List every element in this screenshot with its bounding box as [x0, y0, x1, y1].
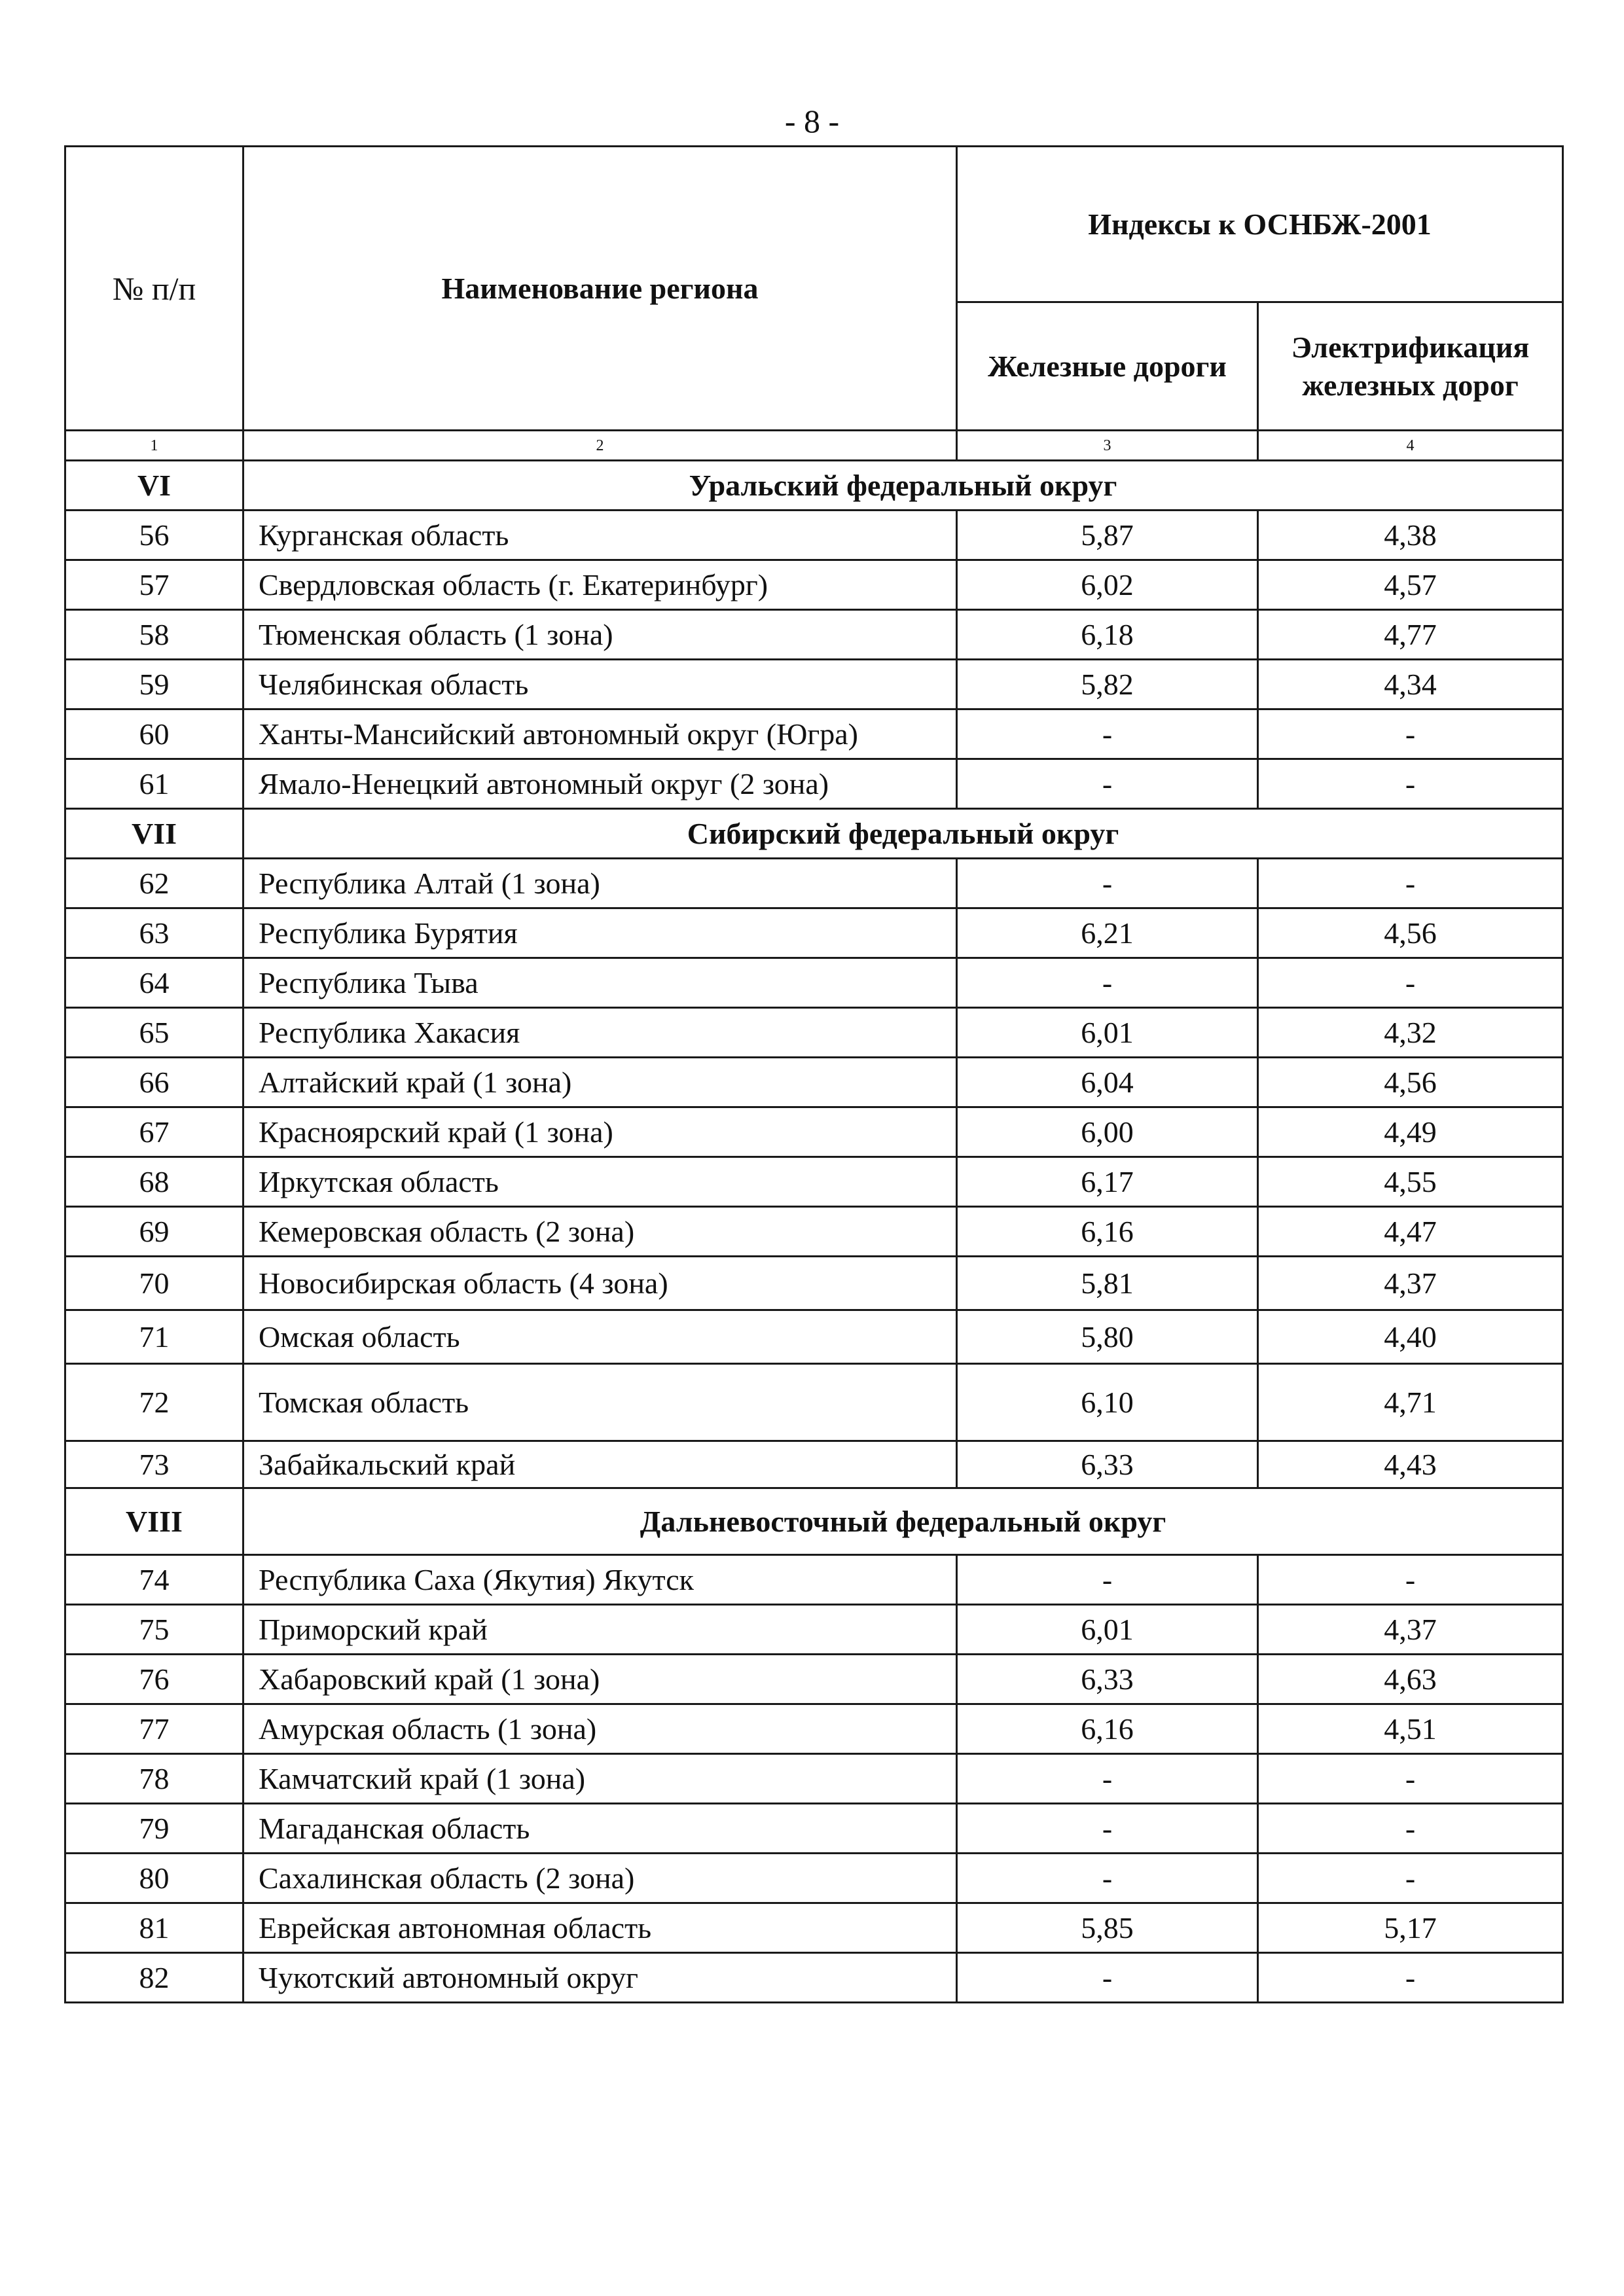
row-number: 65 [65, 1008, 244, 1058]
region-name: Челябинская область [244, 660, 957, 709]
row-number: 75 [65, 1605, 244, 1655]
column-numbers-row [65, 431, 1563, 461]
railway-index: - [957, 1754, 1258, 1804]
region-name: Приморский край [244, 1605, 957, 1655]
electrification-index: - [1258, 1555, 1563, 1605]
electrification-index: 4,55 [1258, 1157, 1563, 1207]
region-name: Курганская область [244, 511, 957, 560]
row-number: 58 [65, 610, 244, 660]
row-number: 56 [65, 511, 244, 560]
page-number: - 8 - [784, 103, 840, 139]
railway-index: 6,04 [957, 1058, 1258, 1107]
row-number: 60 [65, 709, 244, 759]
electrification-index: 4,56 [1258, 908, 1563, 958]
railway-index: 6,16 [957, 1704, 1258, 1754]
electrification-index: 4,71 [1258, 1364, 1563, 1441]
table-row [65, 1804, 1563, 1854]
header-index-group: Индексы к ОСНБЖ-2001 [957, 147, 1563, 302]
table-row [65, 1854, 1563, 1903]
table-row [65, 958, 1563, 1008]
railway-index: 5,81 [957, 1257, 1258, 1310]
electrification-index: 4,40 [1258, 1310, 1563, 1364]
electrification-index: 4,37 [1258, 1605, 1563, 1655]
row-number: 69 [65, 1207, 244, 1257]
row-number: 70 [65, 1257, 244, 1310]
district-title: Дальневосточный федеральный округ [244, 1488, 1563, 1555]
row-number: 74 [65, 1555, 244, 1605]
district-title: Сибирский федеральный округ [244, 809, 1563, 859]
table-row [65, 1555, 1563, 1605]
region-name: Иркутская область [244, 1157, 957, 1207]
table-row [65, 1310, 1563, 1364]
electrification-index: - [1258, 859, 1563, 908]
table-body [65, 461, 1563, 2003]
column-number: 1 [65, 431, 244, 461]
region-name: Забайкальский край [244, 1441, 957, 1488]
electrification-index: - [1258, 1854, 1563, 1903]
electrification-index: 4,38 [1258, 511, 1563, 560]
railway-index: - [957, 1555, 1258, 1605]
row-number: 78 [65, 1754, 244, 1804]
railway-index: - [957, 1854, 1258, 1903]
electrification-index: 4,47 [1258, 1207, 1563, 1257]
region-name: Свердловская область (г. Екатеринбург) [244, 560, 957, 610]
railway-index: 6,16 [957, 1207, 1258, 1257]
table-row [65, 511, 1563, 560]
electrification-index: - [1258, 759, 1563, 809]
regions-index-table [64, 145, 1564, 2003]
railway-index: 6,17 [957, 1157, 1258, 1207]
region-name: Сахалинская область (2 зона) [244, 1854, 957, 1903]
region-name: Еврейская автономная область [244, 1903, 957, 1953]
row-number: 76 [65, 1655, 244, 1704]
row-number: 71 [65, 1310, 244, 1364]
region-name: Чукотский автономный округ [244, 1953, 957, 2003]
header-railways: Железные дороги [957, 302, 1258, 431]
railway-index: - [957, 859, 1258, 908]
railway-index: 6,00 [957, 1107, 1258, 1157]
region-name: Кемеровская область (2 зона) [244, 1207, 957, 1257]
region-name: Томская область [244, 1364, 957, 1441]
electrification-index: 4,32 [1258, 1008, 1563, 1058]
table-row [65, 1058, 1563, 1107]
electrification-index: 4,51 [1258, 1704, 1563, 1754]
railway-index: 6,33 [957, 1441, 1258, 1488]
electrification-index: 4,43 [1258, 1441, 1563, 1488]
table-row [65, 859, 1563, 908]
row-number: 80 [65, 1854, 244, 1903]
railway-index: 6,21 [957, 908, 1258, 958]
row-number: 62 [65, 859, 244, 908]
table-row [65, 759, 1563, 809]
electrification-index: - [1258, 1754, 1563, 1804]
electrification-index: 4,37 [1258, 1257, 1563, 1310]
district-row [65, 809, 1563, 859]
railway-index: - [957, 958, 1258, 1008]
table-row [65, 1207, 1563, 1257]
railway-index: 5,85 [957, 1903, 1258, 1953]
region-name: Красноярский край (1 зона) [244, 1107, 957, 1157]
header-number: № п/п [65, 147, 244, 431]
region-name: Новосибирская область (4 зона) [244, 1257, 957, 1310]
region-name: Ямало-Ненецкий автономный округ (2 зона) [244, 759, 957, 809]
column-number: 3 [957, 431, 1258, 461]
electrification-index: 4,63 [1258, 1655, 1563, 1704]
electrification-index: 4,57 [1258, 560, 1563, 610]
row-number: 81 [65, 1903, 244, 1953]
header-row-top [65, 147, 1563, 302]
row-number: 72 [65, 1364, 244, 1441]
table-row [65, 610, 1563, 660]
table-row [65, 1008, 1563, 1058]
table-row [65, 1903, 1563, 1953]
header-region-name: Наименование региона [244, 147, 957, 431]
table-row [65, 1704, 1563, 1754]
header-electrification: Электрификация железных дорог [1258, 302, 1563, 431]
row-number: 63 [65, 908, 244, 958]
region-name: Камчатский край (1 зона) [244, 1754, 957, 1804]
electrification-index: - [1258, 1804, 1563, 1854]
row-number: 66 [65, 1058, 244, 1107]
railway-index: 5,87 [957, 511, 1258, 560]
railway-index: 6,01 [957, 1605, 1258, 1655]
electrification-index: - [1258, 1953, 1563, 2003]
region-name: Республика Тыва [244, 958, 957, 1008]
railway-index: - [957, 1804, 1258, 1854]
region-name: Магаданская область [244, 1804, 957, 1854]
row-number: 77 [65, 1704, 244, 1754]
table-row [65, 660, 1563, 709]
table-header [65, 147, 1563, 461]
district-roman-numeral: VI [65, 461, 244, 511]
table-row [65, 709, 1563, 759]
row-number: 67 [65, 1107, 244, 1157]
region-name: Республика Саха (Якутия) Якутск [244, 1555, 957, 1605]
row-number: 79 [65, 1804, 244, 1854]
table-row [65, 560, 1563, 610]
row-number: 68 [65, 1157, 244, 1207]
district-title: Уральский федеральный округ [244, 461, 1563, 511]
row-number: 82 [65, 1953, 244, 2003]
region-name: Хабаровский край (1 зона) [244, 1655, 957, 1704]
railway-index: 5,82 [957, 660, 1258, 709]
electrification-index: 4,56 [1258, 1058, 1563, 1107]
electrification-index: 5,17 [1258, 1903, 1563, 1953]
row-number: 64 [65, 958, 244, 1008]
table-row [65, 1441, 1563, 1488]
electrification-index: 4,77 [1258, 610, 1563, 660]
row-number: 59 [65, 660, 244, 709]
table-row [65, 1655, 1563, 1704]
region-name: Амурская область (1 зона) [244, 1704, 957, 1754]
region-name: Республика Хакасия [244, 1008, 957, 1058]
railway-index: - [957, 1953, 1258, 2003]
row-number: 61 [65, 759, 244, 809]
railway-index: 6,33 [957, 1655, 1258, 1704]
column-number: 4 [1258, 431, 1563, 461]
railway-index: 6,02 [957, 560, 1258, 610]
district-roman-numeral: VIII [65, 1488, 244, 1555]
table-row [65, 1157, 1563, 1207]
district-row [65, 461, 1563, 511]
table-row [65, 1257, 1563, 1310]
region-name: Республика Бурятия [244, 908, 957, 958]
railway-index: 5,80 [957, 1310, 1258, 1364]
region-name: Тюменская область (1 зона) [244, 610, 957, 660]
electrification-index: 4,49 [1258, 1107, 1563, 1157]
electrification-index: - [1258, 709, 1563, 759]
railway-index: 6,18 [957, 610, 1258, 660]
table-row [65, 908, 1563, 958]
row-number: 73 [65, 1441, 244, 1488]
railway-index: 6,10 [957, 1364, 1258, 1441]
district-roman-numeral: VII [65, 809, 244, 859]
railway-index: - [957, 709, 1258, 759]
region-name: Республика Алтай (1 зона) [244, 859, 957, 908]
row-number: 57 [65, 560, 244, 610]
table-row [65, 1364, 1563, 1441]
district-row [65, 1488, 1563, 1555]
electrification-index: 4,34 [1258, 660, 1563, 709]
region-name: Омская область [244, 1310, 957, 1364]
region-name: Ханты-Мансийский автономный округ (Югра) [244, 709, 957, 759]
table-row [65, 1953, 1563, 2003]
column-number: 2 [244, 431, 957, 461]
table-row [65, 1107, 1563, 1157]
region-name: Алтайский край (1 зона) [244, 1058, 957, 1107]
railway-index: - [957, 759, 1258, 809]
railway-index: 6,01 [957, 1008, 1258, 1058]
electrification-index: - [1258, 958, 1563, 1008]
table-row [65, 1754, 1563, 1804]
table-row [65, 1605, 1563, 1655]
